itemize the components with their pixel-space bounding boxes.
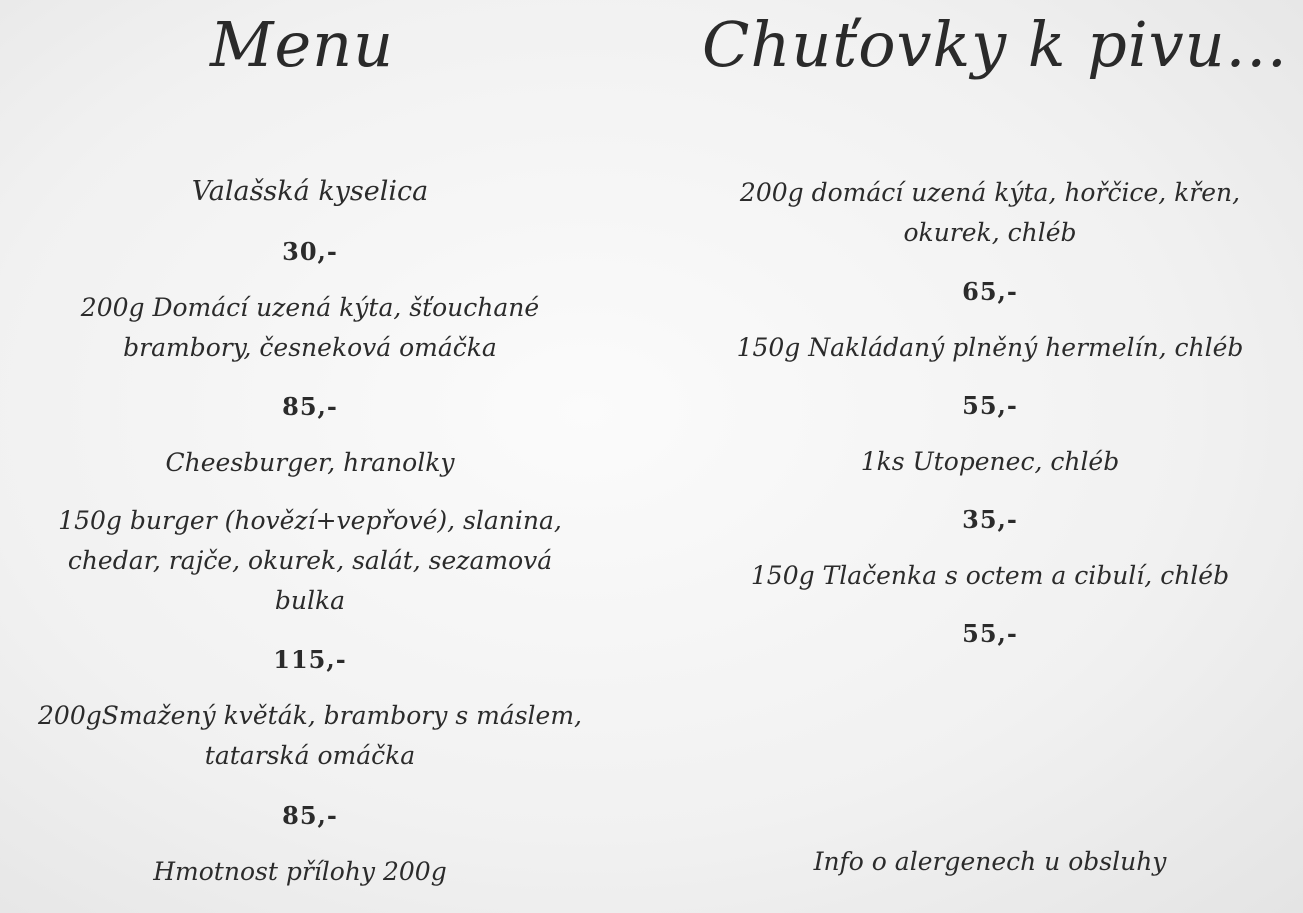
menu-item-price: 85,- [282,392,338,421]
snack-item-price: 35,- [962,505,1018,534]
snack-item-name: 150g Nakládaný plněný hermelín, chléb [736,333,1244,362]
snack-item-price: 55,- [962,391,1018,420]
menu-item-name: Cheesburger, hranolky [165,448,455,477]
menu-item-name: Valašská kyselica [191,176,429,207]
snack-item-name: okurek, chléb [903,218,1077,247]
snack-item-name: 1ks Utopenec, chléb [860,447,1120,476]
snack-item-price: 65,- [962,277,1018,306]
menu-item-price: 85,- [282,801,338,830]
side-dish-weight-note: Hmotnost přílohy 200g [153,857,447,886]
menu-item-name: brambory, česneková omáčka [123,333,497,362]
menu-item-name: tatarská omáčka [204,741,416,770]
menu-item-name: 200gSmažený květák, brambory s máslem, [38,701,582,730]
menu-item-price: 30,- [282,237,338,266]
menu-item-name: 150g burger (hovězí+vepřové), slanina, [58,506,562,535]
menu-title: Menu [210,8,395,81]
snack-item-name: 150g Tlačenka s octem a cibulí, chléb [750,561,1230,590]
menu-item-name: 200g Domácí uzená kýta, šťouchané [80,293,540,322]
snack-item-price: 55,- [962,619,1018,648]
menu-item-name: chedar, rajče, okurek, salát, sezamová [67,546,553,575]
menu-item-name: bulka [274,586,346,615]
snack-item-name: 200g domácí uzená kýta, hořčice, křen, [739,178,1241,207]
menu-item-price: 115,- [273,645,347,674]
allergen-info-note: Info o alergenech u obsluhy [813,847,1167,876]
beer-snacks-title: Chuťovky k pivu... [702,8,1288,81]
